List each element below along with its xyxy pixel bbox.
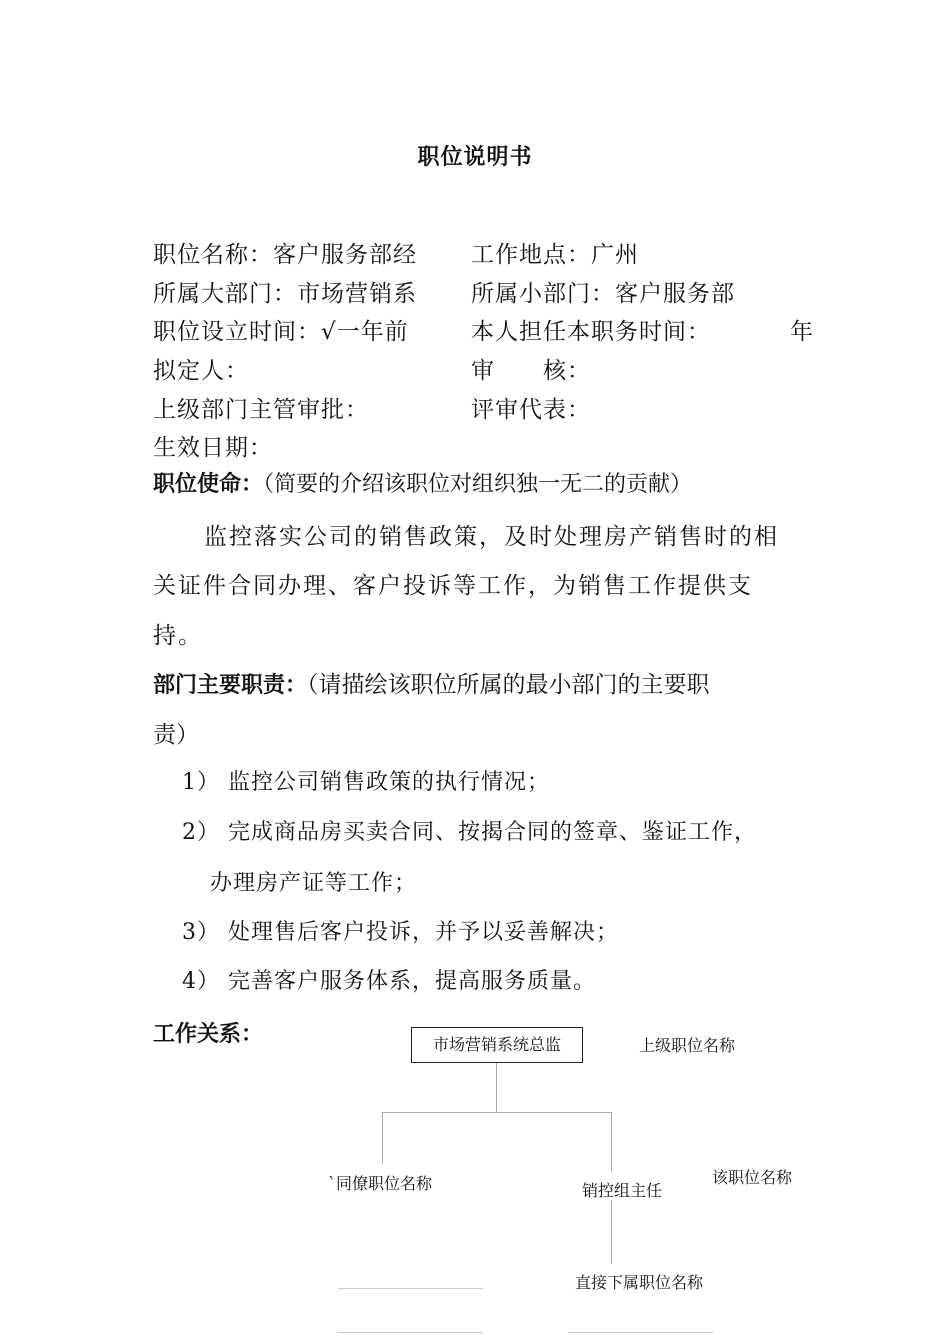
connector-horizontal xyxy=(382,1112,612,1113)
work-location: 工作地点：广州 xyxy=(471,242,639,268)
minor-department: 所属小部门：客户服务部 xyxy=(471,281,735,307)
connector-subordinate xyxy=(611,1200,612,1264)
mission-line-2: 关证件合同办理、客户投诉等工作，为销售工作提供支 xyxy=(153,573,753,599)
mission-heading: 职位使命： xyxy=(153,472,264,497)
duty-item-1: 1） 监控公司销售政策的执行情况； xyxy=(182,770,550,795)
divider-line xyxy=(338,1332,483,1333)
reviewer: 审 核： xyxy=(471,358,591,384)
duty-item-2-cont: 办理房产证等工作； xyxy=(210,871,418,896)
divider-line xyxy=(338,1288,483,1289)
supervisor-position-box: 市场营销系统总监 xyxy=(411,1027,583,1063)
divider-line xyxy=(568,1332,713,1333)
duty-item-2: 2） 完成商品房买卖合同、按揭合同的签章、鉴证工作， xyxy=(182,820,757,845)
self-position-box: 销控组主任 xyxy=(582,1181,663,1200)
mission-line-3: 持。 xyxy=(153,623,203,649)
superior-position-label: 上级职位名称 xyxy=(639,1036,736,1055)
duties-note: （请描绘该职位所属的最小部门的主要职 xyxy=(307,672,710,698)
position-name: 职位名称：客户服务部经 xyxy=(153,242,417,268)
major-department: 所属大部门：市场营销系 xyxy=(153,281,417,307)
established-time: 职位设立时间：√一年前 xyxy=(153,319,409,345)
page-title: 职位说明书 xyxy=(417,145,533,170)
duty-item-3: 3） 处理售后客户投诉，并予以妥善解决； xyxy=(182,920,619,945)
effective-date: 生效日期： xyxy=(153,435,273,461)
duties-note-cont: 责） xyxy=(153,722,199,748)
relations-heading: 工作关系： xyxy=(153,1022,264,1047)
peer-position-label: `同僚职位名称 xyxy=(328,1174,433,1193)
duties-section xyxy=(153,666,710,699)
connector-right-drop xyxy=(611,1112,612,1172)
supervisor-approval: 上级部门主管审批： xyxy=(153,397,369,423)
tenure-unit: 年 xyxy=(790,319,814,345)
subordinate-position-label: 直接下属职位名称 xyxy=(575,1273,704,1292)
mission-note: （简要的介绍该职位对组织独一无二的贡献） xyxy=(263,472,693,497)
tenure: 本人担任本职务时间： xyxy=(471,319,711,345)
connector-left-drop xyxy=(382,1112,383,1164)
connector-vertical-top xyxy=(496,1063,497,1113)
duties-heading: 部门主要职责： xyxy=(153,673,308,698)
duty-item-4: 4） 完善客户服务体系，提高服务质量。 xyxy=(182,969,596,994)
review-rep: 评审代表： xyxy=(471,397,591,423)
mission-section xyxy=(153,467,692,498)
self-position-label: 该职位名称 xyxy=(712,1168,793,1187)
drafter: 拟定人： xyxy=(153,358,249,384)
mission-line-1: 监控落实公司的销售政策，及时处理房产销售时的相 xyxy=(204,524,779,550)
